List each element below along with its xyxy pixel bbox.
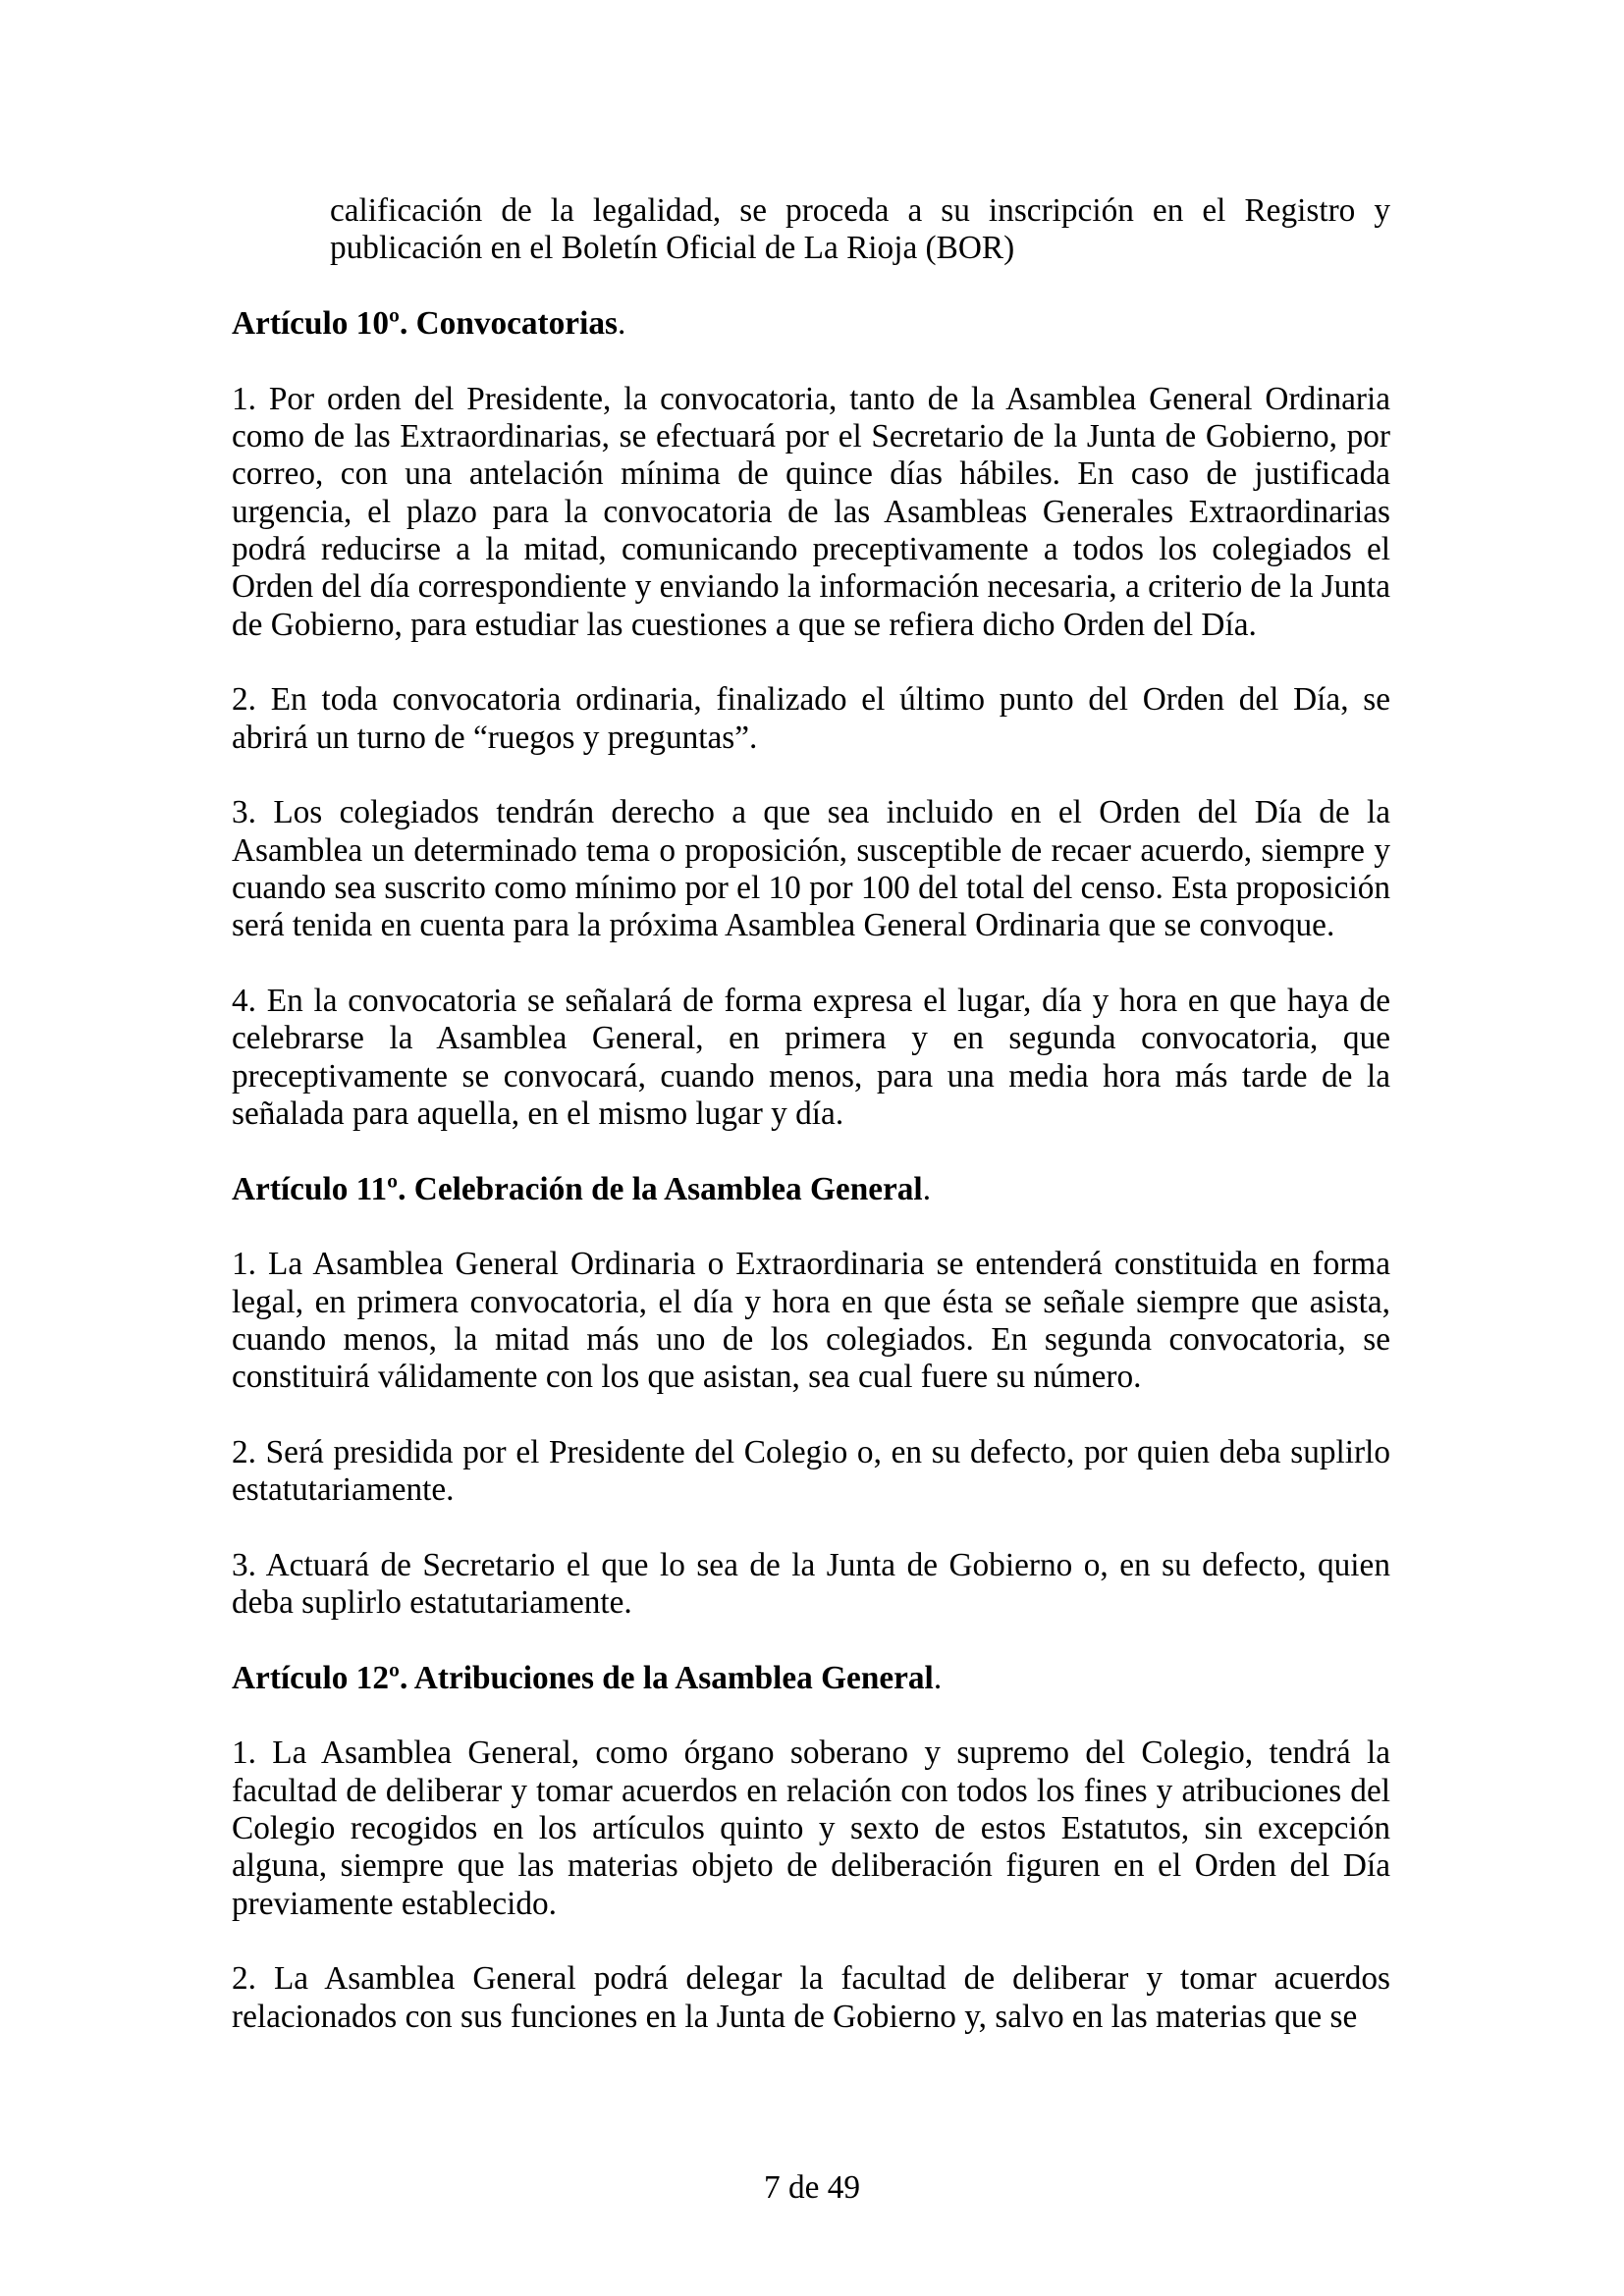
article-12-heading bbox=[232, 1660, 1390, 1697]
article-10-paragraph-2: 2. En toda convocatoria ordinaria, finalizado el último punto del Orden del Día, se abrirá un turno de “ruegos y preguntas”. bbox=[232, 681, 1390, 756]
article-12-paragraph-2: 2. La Asamblea General podrá delegar la facultad de deliberar y tomar acuerdos relacionados con sus funciones en la Junta de Gobierno y, salvo en las materias que se bbox=[232, 1960, 1390, 2035]
article-10-paragraph-4: 4. En la convocatoria se señalará de forma expresa el lugar, día y hora en que haya de celebrarse la Asamblea General, en primera y en segunda convocatoria, que preceptivamente se convocará, cuando menos, para una media hora más tarde de la señalada para aquella, en el mismo lugar y día. bbox=[232, 982, 1390, 1132]
article-11-paragraph-1: 1. La Asamblea General Ordinaria o Extraordinaria se entenderá constituida en forma legal, en primera convocatoria, el día y hora en que ésta se señale siempre que asista, cuando menos, la mitad más uno de los colegiados. En segunda convocatoria, se constituirá válidamente con los que asistan, sea cual fuere su número. bbox=[232, 1246, 1390, 1396]
article-12-title: Artículo 12º. Atribuciones de la Asamblea General bbox=[232, 1659, 934, 1696]
article-10-title: Artículo 10º. Convocatorias bbox=[232, 304, 618, 342]
document-body bbox=[232, 192, 1390, 2073]
article-11-heading-period: . bbox=[922, 1170, 932, 1207]
article-10-paragraph-1: 1. Por orden del Presidente, la convocatoria, tanto de la Asamblea General Ordinaria como de las Extraordinarias, se efectuará por el Secretario de la Junta de Gobierno, por correo, con una antelación mínima de quince días hábiles. En caso de justificada urgencia, el plazo para la convocatoria de las Asambleas Generales Extraordinarias podrá reducirse a la mitad, comunicando preceptivamente a todos los colegiados el Orden del día correspondiente y enviando la información necesaria, a criterio de la Junta de Gobierno, para estudiar las cuestiones a que se refiera dicho Orden del Día. bbox=[232, 380, 1390, 643]
article-11-paragraph-2: 2. Será presidida por el Presidente del Colegio o, en su defecto, por quien deba suplirlo estatutariamente. bbox=[232, 1433, 1390, 1509]
article-12-paragraph-1: 1. La Asamblea General, como órgano soberano y supremo del Colegio, tendrá la facultad de deliberar y tomar acuerdos en relación con todos los fines y atribuciones del Colegio recogidos en los artículos quinto y sexto de estos Estatutos, sin excepción alguna, siempre que las materias objeto de deliberación figuren en el Orden del Día previamente establecido. bbox=[232, 1735, 1390, 1922]
page-number: 7 de 49 bbox=[763, 2169, 861, 2206]
article-11-heading bbox=[232, 1171, 1390, 1208]
article-10-heading bbox=[232, 305, 1390, 343]
article-11-title: Artículo 11º. Celebración de la Asamblea General bbox=[232, 1170, 923, 1207]
article-11-paragraph-3: 3. Actuará de Secretario el que lo sea de la Junta de Gobierno o, en su defecto, quien deba suplirlo estatutariamente. bbox=[232, 1546, 1390, 1622]
article-12-heading-period: . bbox=[933, 1659, 943, 1696]
article-10-heading-period: . bbox=[617, 304, 626, 342]
article-10-paragraph-3: 3. Los colegiados tendrán derecho a que sea incluido en el Orden del Día de la Asamblea un determinado tema o proposición, susceptible de recaer acuerdo, siempre y cuando sea suscrito como mínimo por el 10 por 100 del total del censo. Esta proposición será tenida en cuenta para la próxima Asamblea General Ordinaria que se convoque. bbox=[232, 794, 1390, 944]
intro-continuation-paragraph: calificación de la legalidad, se proceda a su inscripción en el Registro y publicación en el Boletín Oficial de La Rioja (BOR) bbox=[330, 192, 1390, 267]
